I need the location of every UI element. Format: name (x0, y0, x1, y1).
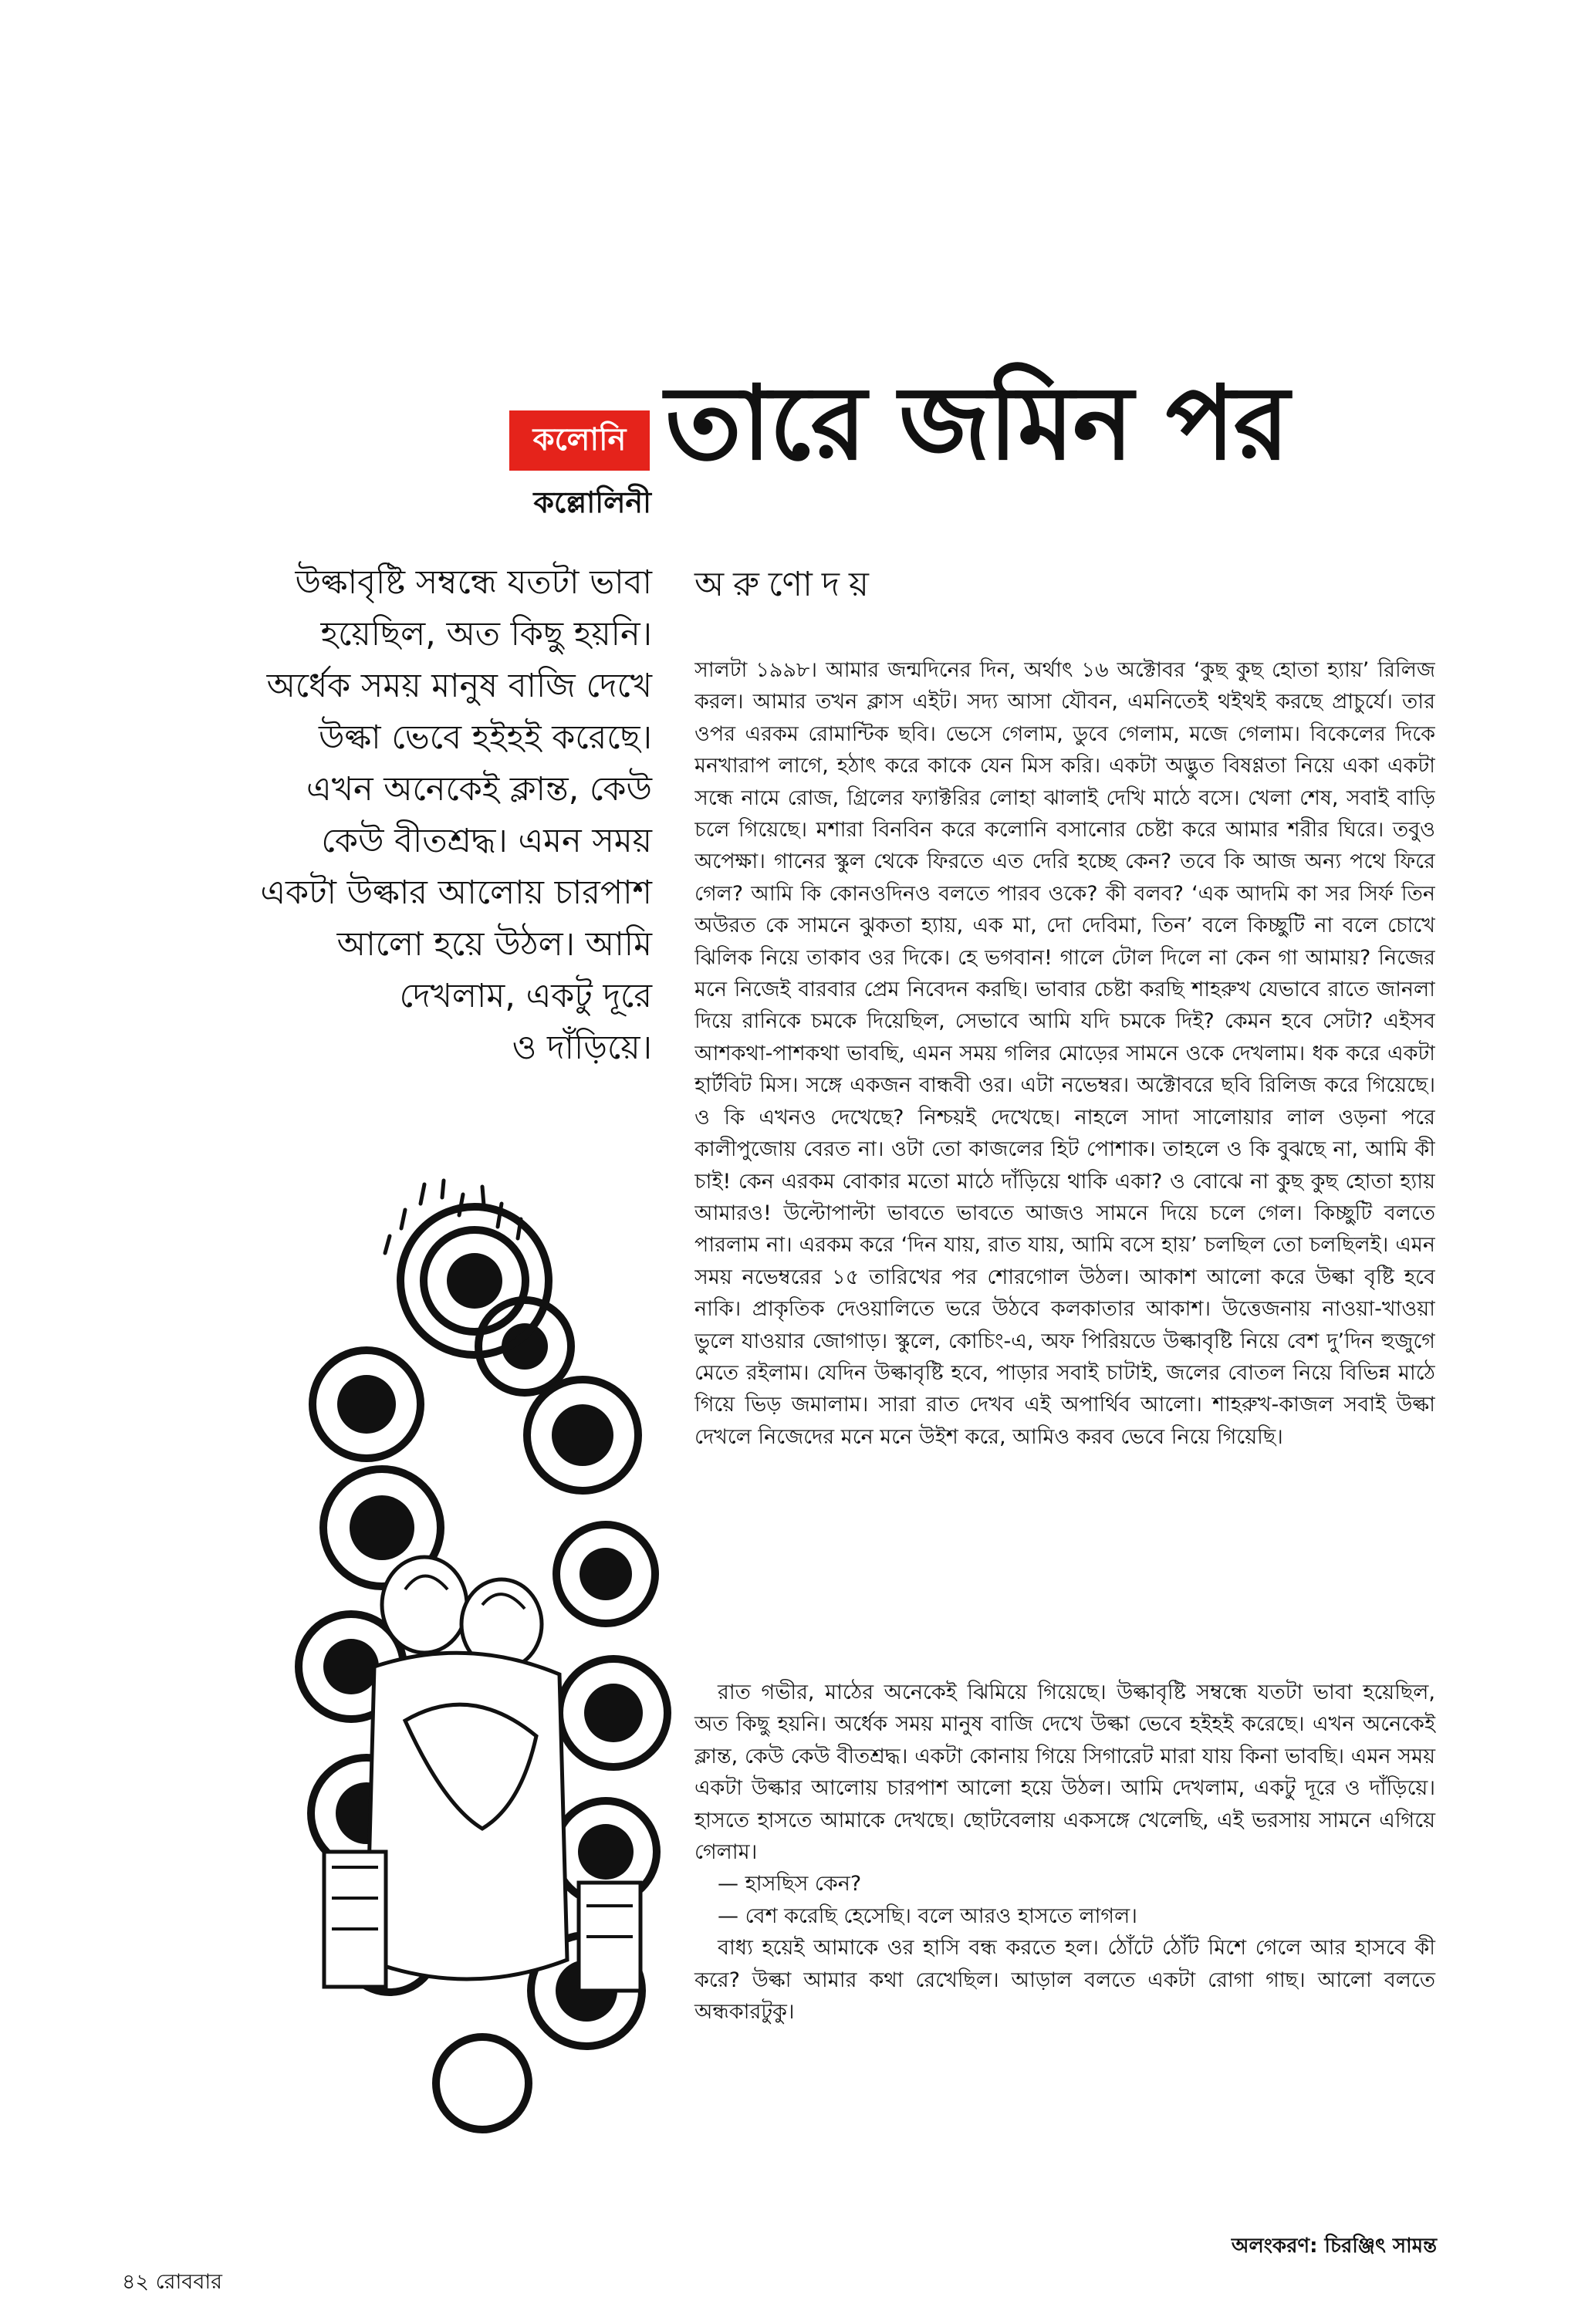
article-body (694, 654, 1435, 2028)
pull-quote-line: একটা উল্কার আলোয় চারপাশ (260, 873, 652, 912)
pull-quote-line: এখন অনেকেই ক্লান্ত, কেউ (306, 770, 652, 809)
section-subtitle: কল্লোলিনী (533, 485, 651, 519)
illustration-credit: অলংকরণ: চিরঞ্জিৎ সামন্ত (1231, 2234, 1437, 2258)
article-paragraph: রাত গভীর, মাঠের অনেকেই ঝিমিয়ে গিয়েছে। উল্কাবৃষ্টি সম্বন্ধে যতটা ভাবা হয়েছিল, অত কিছু হয়নি। অর্ধেক সময় মানুষ বাজি দেখে উল্কা ভেবে হইহই করেছে। এখন অনেকেই ক্লান্ত, কেউ কেউ বীতশ্রদ্ধ। একটা কোনায় গিয়ে সিগারেট মারা যায় কিনা ভাবছি। এমন সময় একটা উল্কার আলোয় চারপাশ আলো হয়ে উঠল। আমি দেখলাম, একটু দূরে ও দাঁড়িয়ে। হাসতে হাসতে আমাকে দেখছে। ছোটবেলায় একসঙ্গে খেলেছি, এই ভরসায় সামনে এগিয়ে গেলাম। (694, 1681, 1435, 1865)
author-name: অরুণোদয় (694, 565, 878, 604)
pull-quote-line: কেউ বীতশ্রদ্ধ। এমন সময় (321, 822, 652, 860)
article-paragraph: বাধ্য হয়েই আমাকে ওর হাসি বন্ধ করতে হল। ঠোঁটে ঠোঁট মিশে গেলে আর হাসবে কী করে? উল্কা আমার কথা রেখেছিল। আড়াল বলতে একটা রোগা গাছ। আলো বলতে অন্ধকারটুকু। (694, 1936, 1435, 2025)
pull-quote-line: ও দাঁড়িয়ে। (512, 1029, 652, 1067)
page-folio: ৪২ রোববার (122, 2270, 223, 2294)
article-paragraph: সালটা ১৯৯৮। আমার জন্মদিনের দিন, অর্থাৎ ১৬ অক্টোবর ‘কুছ কুছ হোতা হ্যায়’ রিলিজ করল। আমার তখন ক্লাস এইট। সদ্য আসা যৌবন, এমনিতেই থইথই করছে প্রাচুর্যে। তার ওপর এরকম রোমান্টিক ছবি। ভেসে গেলাম, ডুবে গেলাম, মজে গেলাম। বিকেলের দিকে মনখারাপ লাগে, হঠাৎ করে কাকে যেন মিস করি। একটা অদ্ভুত বিষণ্ণতা নিয়ে একা একটা সন্ধে নামে রোজ, গ্রিলের ফ্যাক্টরির লোহা ঝালাই দেখি মাঠে বসে। খেলা শেষ, সবাই বাড়ি চলে গিয়েছে। মশারা বিনবিন করে কলোনি বসানোর চেষ্টা করে আমার শরীর ঘিরে। তবুও অপেক্ষা। গানের স্কুল থেকে ফিরতে এত দেরি হচ্ছে কেন? তবে কি আজ অন্য পথে ফিরে গেল? আমি কি কোনওদিনও বলতে পারব ওকে? কী বলব? ‘এক আদমি কা সর সির্ফ তিন অউরত কে সামনে ঝুকতা হ্যায়, এক মা, দো দেবিমা, তিন’ বলে কিচ্ছুটি না বলে চোখে ঝিলিক নিয়ে তাকাব ওর দিকে। হে ভগবান! গালে টোল দিলে না কেন গা আমায়? নিজের মনে নিজেই বারবার প্রেম নিবেদন করছি। ভাবার চেষ্টা করছি শাহরুখ যেভাবে রাতে জানলা দিয়ে রানিকে চমকে দিয়েছিল, সেভাবে আমি যদি চমকে দিই? কেমন হবে সেটা? এইসব আশকথা-পাশকথা ভাবছি, এমন সময় গলির মোড়ের সামনে ওকে দেখলাম। ধক করে একটা হার্টবিট মিস। সঙ্গে একজন বান্ধবী ওর। এটা নভেম্বর। অক্টোবরে ছবি রিলিজ করে গিয়েছে। ও কি এখনও দেখেছে? নিশ্চয়ই দেখেছে। নাহলে সাদা সালোয়ার লাল ওড়না পরে কালীপুজোয় বেরত না। ওটা তো কাজলের হিট পোশাক। তাহলে ও কি বুঝছে না, আমি কী চাই! কেন এরকম বোকার মতো মাঠে দাঁড়িয়ে থাকি একা? ও বোঝে না কুছ কুছ হোতা হ্যায় আমারও! উল্টোপাল্টা ভাবতে ভাবতে আজও সামনে দিয়ে চলে গেল। কিচ্ছুটি বলতে পারলাম না। এরকম করে ‘দিন যায়, রাত যায়, আমি বসে হায়’ চলছিল তো চলছিলই। এমন সময় নভেম্বরের ১৫ তারিখের পর শোরগোল উঠল। আকাশ আলো করে উল্কা বৃষ্টি হবে নাকি। প্রাকৃতিক দেওয়ালিতে ভরে উঠবে কলকাতার আকাশ। উত্তেজনায় নাওয়া-খাওয়া ভুলে যাওয়ার জোগাড়। স্কুলে, কোচিং-এ, অফ পিরিয়ডে উল্কাবৃষ্টি নিয়ে বেশ দু’দিন হুজুগে মেতে রইলাম। যেদিন উল্কাবৃষ্টি হবে, পাড়ার সবাই চাটাই, জলের বোতল নিয়ে বিভিন্ন মাঠে গিয়ে ভিড় জমালাম। সারা রাত দেখব এই অপার্থিব আলো। শাহরুখ-কাজল সবাই উল্কা দেখলে নিজেদের মনে মনে উইশ করে, আমিও করব ভেবে নিয়ে গিয়েছি। (694, 658, 1435, 1449)
dialogue-line: — হাসছিস কেন? (718, 1872, 862, 1897)
pull-quote-line: উল্কা ভেবে হইহই করেছে। (319, 718, 652, 757)
pull-quote (197, 557, 652, 1074)
pull-quote-line: অর্ধেক সময় মানুষ বাজি দেখে (266, 667, 652, 705)
dialogue-line: — বেশ করেছি হেসেছি। বলে আরও হাসতে লাগল। (718, 1903, 1137, 1928)
article-title: তারে জমিন পর (665, 364, 1289, 483)
pull-quote-line: হয়েছিল, অত কিছু হয়নি। (320, 615, 652, 654)
section-tag: কলোনি (509, 410, 650, 471)
pull-quote-line: আলো হয়ে উঠল। আমি (336, 925, 652, 964)
pull-quote-line: দেখলাম, একটু দূরে (399, 977, 652, 1015)
pull-quote-line: উল্কাবৃষ্টি সম্বন্ধে যতটা ভাবা (295, 563, 652, 602)
couple-illustration (289, 1173, 679, 2184)
